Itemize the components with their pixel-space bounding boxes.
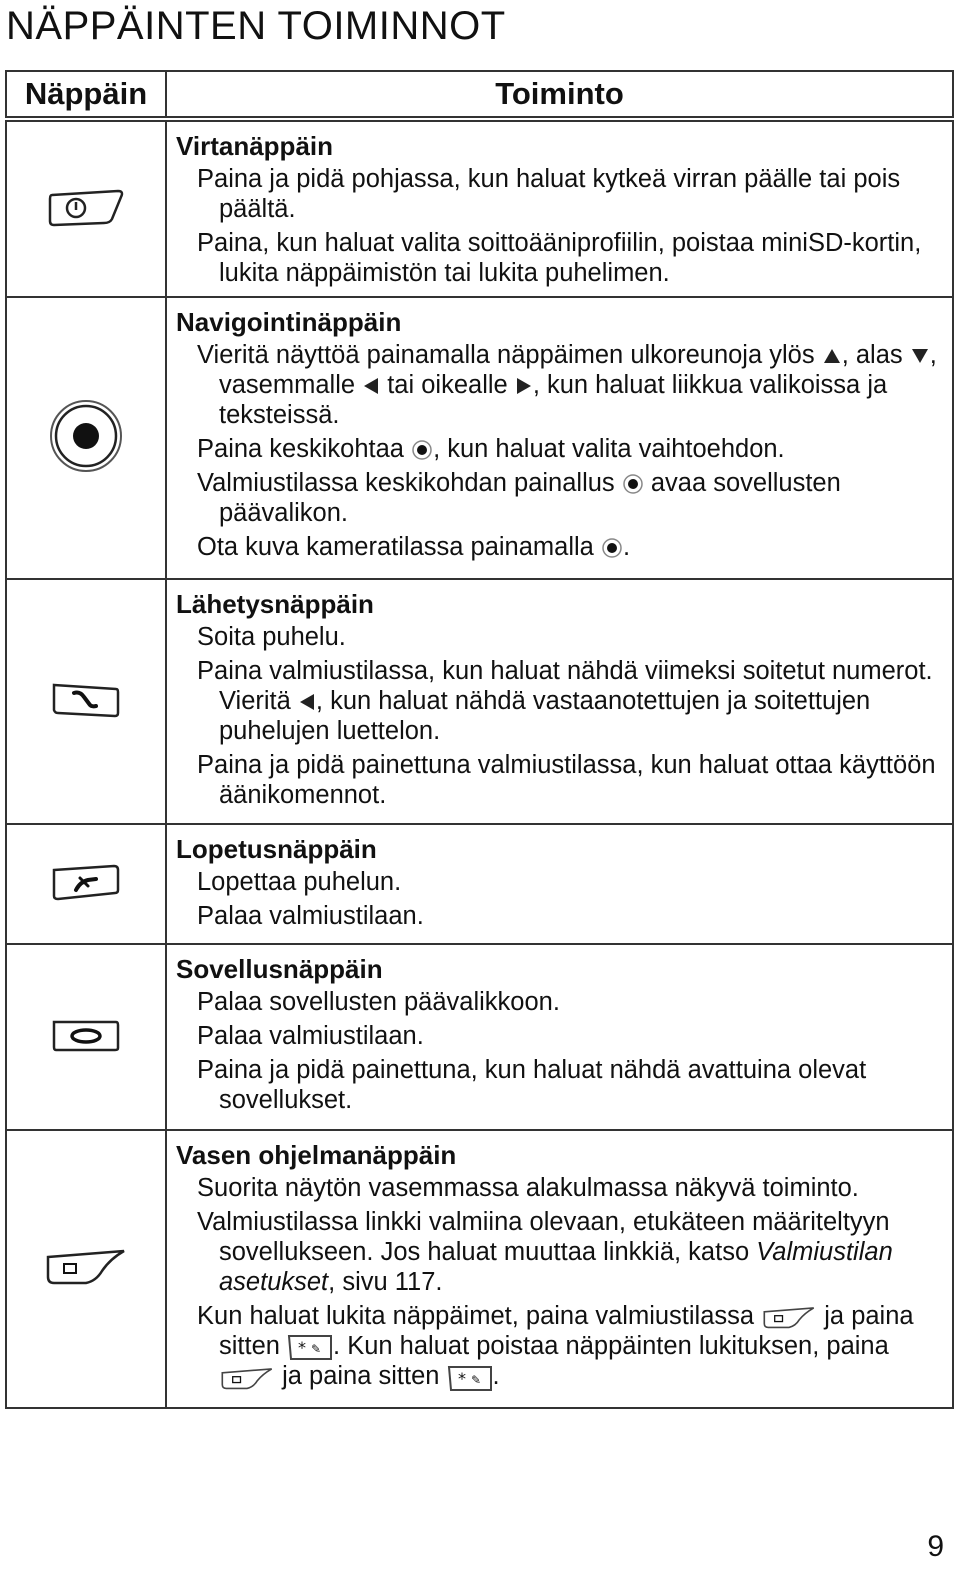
row-text: Soita puhelu.	[197, 623, 346, 651]
text-span: Paina valmiustilassa, kun haluat nähdä viimeksi soitetut numerot. Vieritä	[197, 657, 933, 715]
function-cell	[166, 944, 953, 1130]
text-span: , alas	[841, 341, 910, 369]
text-span: , kun haluat liikkua valikoissa ja teksteissä.	[219, 371, 888, 429]
page-title: NÄPPÄINTEN TOIMINNOT	[6, 4, 506, 48]
key-cell	[6, 824, 166, 944]
key-functions-table	[5, 70, 954, 1409]
page-number: 9	[927, 1530, 944, 1563]
left-soft-key-icon	[44, 1245, 128, 1289]
application-key-icon	[50, 1016, 122, 1054]
navigation-key-icon	[46, 396, 126, 476]
row-heading: Lähetysnäppäin	[176, 589, 374, 619]
key-cell	[6, 297, 166, 579]
row-text: Paina ja pidä pohjassa, kun haluat kytkeä virran päälle tai pois päältä.	[197, 165, 901, 223]
text-span: tai oikealle	[380, 371, 515, 399]
svg-text:*: *	[457, 1368, 466, 1388]
select-key-icon	[622, 473, 644, 495]
text-span: .	[622, 533, 631, 561]
row-heading: Sovellusnäppäin	[176, 954, 383, 984]
text-span: ja paina sitten	[275, 1362, 447, 1391]
text-span: .	[492, 1362, 500, 1391]
left-arrow-icon	[362, 376, 380, 396]
row-text	[197, 1301, 944, 1392]
row-text	[197, 468, 944, 528]
column-header-key: Näppäin	[6, 71, 166, 119]
text-span: Valmiustilassa linkki valmiina olevaan, etukäteen määriteltyyn sovellukseen. Jos haluat muuttaa linkkiä, katso	[197, 1208, 890, 1266]
row-heading: Navigointinäppäin	[176, 307, 402, 337]
svg-text:✎: ✎	[311, 1342, 322, 1357]
text-span: Vieritä näyttöä painamalla näppäimen ulkoreunoja ylös	[197, 341, 822, 369]
row-text	[197, 340, 944, 430]
table-row	[6, 579, 953, 824]
select-key-icon	[411, 439, 433, 461]
function-cell	[166, 1130, 953, 1408]
key-cell	[6, 579, 166, 824]
up-arrow-icon	[822, 347, 842, 365]
table-row	[6, 944, 953, 1130]
row-text: Paina, kun haluat valita soittoääniprofiilin, poistaa miniSD-kortin, lukita näppäimistön tai lukita puhelimen.	[197, 229, 922, 287]
row-heading: Lopetusnäppäin	[176, 834, 377, 864]
key-cell	[6, 1130, 166, 1408]
row-text: Palaa valmiustilaan.	[197, 1022, 424, 1050]
power-key-icon	[46, 183, 126, 231]
row-text: Palaa sovellusten päävalikkoon.	[197, 988, 560, 1016]
text-span: , sivu 117.	[328, 1268, 443, 1296]
svg-text:*: *	[298, 1338, 307, 1358]
text-span: , kun haluat nähdä vastaanotettujen ja soitettujen puhelujen luettelon.	[219, 687, 871, 745]
text-span: avaa sovellusten päävalikon.	[219, 469, 841, 527]
text-span: Kun haluat lukita näppäimet, paina valmiustilassa	[197, 1302, 762, 1330]
left-arrow-icon	[298, 692, 316, 712]
column-header-function: Toiminto	[166, 71, 953, 119]
svg-text:✎: ✎	[470, 1372, 481, 1387]
function-cell	[166, 824, 953, 944]
table-row	[6, 119, 953, 297]
left-soft-key-icon	[219, 1365, 275, 1391]
text-span: , kun haluat valita vaihtoehdon.	[433, 435, 785, 463]
select-key-icon	[601, 537, 623, 559]
row-text: Paina ja pidä painettuna valmiustilassa, kun haluat ottaa käyttöön äänikomennot.	[197, 751, 936, 809]
text-span: Ota kuva kameratilassa painamalla	[197, 533, 601, 561]
key-cell	[6, 944, 166, 1130]
row-text: Palaa valmiustilaan.	[197, 902, 424, 930]
function-cell	[166, 297, 953, 579]
text-span: Paina keskikohtaa	[197, 435, 412, 463]
down-arrow-icon	[910, 347, 930, 365]
row-text: Suorita näytön vasemmassa alakulmassa näkyvä toiminto.	[197, 1174, 859, 1202]
right-arrow-icon	[515, 376, 533, 396]
row-text	[197, 434, 944, 464]
row-heading: Virtanäppäin	[176, 131, 334, 161]
table-header-row	[6, 71, 953, 119]
settings-reference: Valmiustilan asetukset	[219, 1238, 893, 1296]
text-span: , vasemmalle	[219, 341, 937, 399]
table-row	[6, 297, 953, 579]
text-span: Valmiustilassa keskikohdan painallus	[197, 469, 622, 497]
function-cell	[166, 579, 953, 824]
left-soft-key-icon	[761, 1304, 817, 1330]
star-key-icon	[447, 1364, 493, 1392]
row-text	[197, 1207, 944, 1297]
table-row	[6, 824, 953, 944]
star-key-icon	[287, 1333, 333, 1361]
function-cell	[166, 119, 953, 297]
text-span: . Kun haluat poistaa näppäinten lukituksen, paina	[333, 1332, 889, 1360]
key-cell	[6, 119, 166, 297]
row-text: Paina ja pidä painettuna, kun haluat nähdä avattuina olevat sovellukset.	[197, 1056, 867, 1114]
row-text	[197, 656, 944, 746]
row-heading: Vasen ohjelmanäppäin	[176, 1140, 457, 1170]
row-text: Lopettaa puhelun.	[197, 868, 402, 896]
table-row	[6, 1130, 953, 1408]
send-key-icon	[50, 679, 122, 719]
row-text	[197, 532, 944, 562]
end-key-icon	[50, 862, 122, 902]
text-span: ja paina sitten	[219, 1302, 914, 1360]
